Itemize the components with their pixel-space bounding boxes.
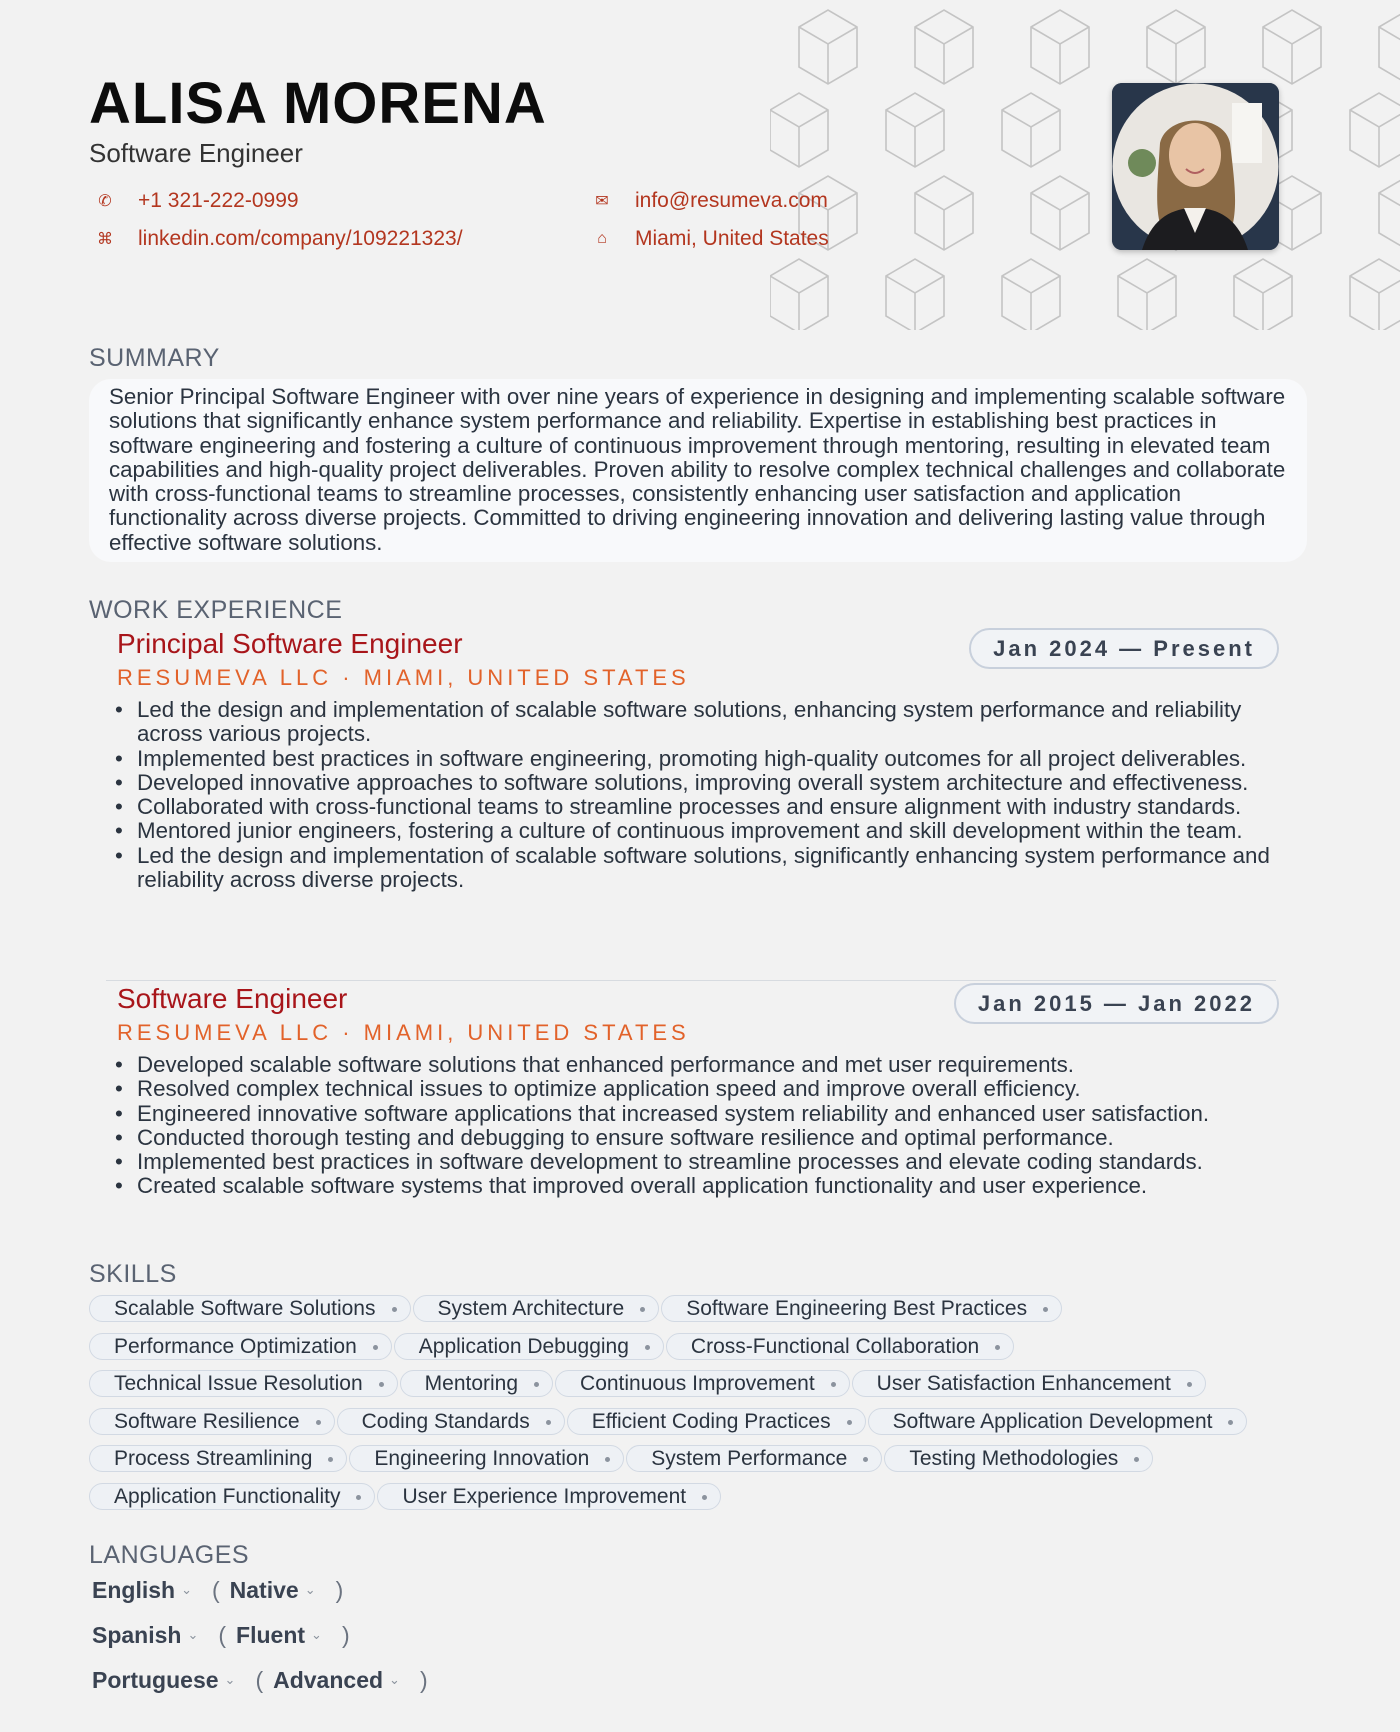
skill-chip: Mentoring xyxy=(400,1370,553,1397)
language-row xyxy=(92,1575,438,1605)
email-text: info@resumeva.com xyxy=(635,189,828,212)
skills-row xyxy=(89,1483,1329,1510)
skill-chip: Technical Issue Resolution xyxy=(89,1370,398,1397)
cube-pattern-decoration xyxy=(770,0,1400,330)
chevron-down-icon[interactable]: ⌄ xyxy=(389,1672,400,1687)
language-level-select[interactable]: Fluent xyxy=(236,1621,306,1648)
contact-email[interactable] xyxy=(587,189,828,213)
skill-chip: Coding Standards xyxy=(337,1408,565,1435)
languages-list xyxy=(92,1575,438,1710)
skills-row xyxy=(89,1333,1329,1360)
language-row xyxy=(92,1665,438,1695)
phone-icon: ✆ xyxy=(98,193,112,210)
job-bullet: • Developed innovative approaches to software solutions, improving overall system architecture and effectiveness. xyxy=(115,771,1275,795)
job-date-range: Jan 2015 — Jan 2022 xyxy=(954,983,1279,1024)
summary-heading: SUMMARY xyxy=(89,344,220,372)
job-entry xyxy=(89,983,1279,1243)
skills-row xyxy=(89,1370,1329,1397)
job-bullet: • Resolved complex technical issues to optimize application speed and improve overall efficiency. xyxy=(115,1077,1275,1101)
chevron-down-icon[interactable]: ⌄ xyxy=(187,1627,199,1642)
profile-photo xyxy=(1112,83,1279,250)
job-date-range: Jan 2024 — Present xyxy=(969,628,1279,669)
skills-row xyxy=(89,1408,1329,1435)
job-bullet: • Collaborated with cross-functional teams to streamline processes and ensure alignment with industry standards. xyxy=(115,795,1275,819)
language-select[interactable]: Portuguese xyxy=(92,1666,219,1693)
skill-chip: Testing Methodologies xyxy=(884,1445,1153,1472)
contact-location xyxy=(587,227,829,251)
close-paren: ) xyxy=(419,1666,428,1693)
job-company: RESUMEVA LLC · MIAMI, UNITED STATES xyxy=(117,665,690,690)
skill-chip: User Satisfaction Enhancement xyxy=(852,1370,1206,1397)
skill-chip: Process Streamlining xyxy=(89,1445,347,1472)
job-bullet: • Developed scalable software solutions that enhanced performance and met user requirements. xyxy=(115,1053,1275,1077)
envelope-icon: ✉ xyxy=(595,193,609,210)
open-paren: ( xyxy=(255,1666,264,1693)
job-bullet: • Implemented best practices in software development to streamline processes and elevate coding standards. xyxy=(115,1150,1275,1174)
language-row xyxy=(92,1620,438,1650)
skill-chip: Efficient Coding Practices xyxy=(567,1408,866,1435)
language-select[interactable]: Spanish xyxy=(92,1621,182,1648)
skills-list xyxy=(89,1295,1329,1520)
close-paren: ) xyxy=(335,1576,344,1603)
skill-chip: Performance Optimization xyxy=(89,1333,392,1360)
candidate-role: Software Engineer xyxy=(89,138,303,168)
job-company: RESUMEVA LLC · MIAMI, UNITED STATES xyxy=(117,1020,690,1045)
work-experience-heading: WORK EXPERIENCE xyxy=(89,596,343,624)
chevron-down-icon[interactable]: ⌄ xyxy=(311,1627,322,1642)
job-bullet: • Engineered innovative software applications that increased system reliability and enhanced user satisfaction. xyxy=(115,1102,1275,1126)
phone-text: +1 321-222-0999 xyxy=(138,189,299,212)
skill-chip: Software Application Development xyxy=(868,1408,1248,1435)
skill-chip: Application Debugging xyxy=(394,1333,664,1360)
skill-chip: Application Functionality xyxy=(89,1483,375,1510)
job-bullet-list xyxy=(115,1053,1275,1199)
contact-phone[interactable] xyxy=(90,189,299,213)
languages-heading: LANGUAGES xyxy=(89,1541,250,1569)
job-title: Software Engineer xyxy=(117,983,348,1014)
skills-row xyxy=(89,1445,1329,1472)
open-paren: ( xyxy=(218,1621,227,1648)
job-bullet-list xyxy=(115,698,1275,892)
language-level-select[interactable]: Advanced xyxy=(273,1666,384,1693)
job-bullet: • Mentored junior engineers, fostering a culture of continuous improvement and skill development within the team. xyxy=(115,819,1275,843)
chevron-down-icon[interactable]: ⌄ xyxy=(304,1582,316,1597)
job-entry xyxy=(89,628,1279,983)
job-bullet: • Led the design and implementation of scalable software solutions, significantly enhancing system performance and reliability across diverse projects. xyxy=(115,844,1275,893)
skill-chip: Continuous Improvement xyxy=(555,1370,850,1397)
language-select[interactable]: English xyxy=(92,1576,176,1603)
chevron-down-icon[interactable]: ⌄ xyxy=(181,1582,192,1597)
skill-chip: Scalable Software Solutions xyxy=(89,1295,411,1322)
job-bullet: • Implemented best practices in software engineering, promoting high-quality outcomes for all project deliverables. xyxy=(115,747,1275,771)
skill-chip: Engineering Innovation xyxy=(349,1445,624,1472)
chevron-down-icon[interactable]: ⌄ xyxy=(224,1672,236,1687)
open-paren: ( xyxy=(211,1576,220,1603)
skills-row xyxy=(89,1295,1329,1322)
job-divider xyxy=(106,980,1276,981)
location-text: Miami, United States xyxy=(635,227,829,250)
job-bullet: • Led the design and implementation of scalable software solutions, enhancing system performance and reliability across various projects. xyxy=(115,698,1275,747)
skill-chip: User Experience Improvement xyxy=(377,1483,721,1510)
job-title: Principal Software Engineer xyxy=(117,628,463,659)
close-paren: ) xyxy=(341,1621,350,1648)
skill-chip: Software Resilience xyxy=(89,1408,335,1435)
skills-heading: SKILLS xyxy=(89,1260,177,1288)
linkedin-text: linkedin.com/company/109221323/ xyxy=(138,227,463,250)
language-level-select[interactable]: Native xyxy=(229,1576,299,1603)
home-icon: ⌂ xyxy=(597,230,607,247)
command-icon: ⌘ xyxy=(97,231,113,248)
summary-text: Senior Principal Software Engineer with over nine years of experience in designing and implementing scalable software solutions that significantly enhance system performance and reliability. Expertise in establishing best practices in software engineering and fostering a culture of continuous improvement through mentoring, resulting in elevated team capabilities and high-quality project deliverables. Proven ability to resolve complex technical challenges and collaborate with cross-functional teams to streamline processes, consistently enhancing user satisfaction and application functionality across diverse projects. Committed to driving engineering innovation and delivering lasting value through effective software solutions. xyxy=(89,379,1307,562)
job-bullet: • Created scalable software systems that improved overall application functionality and user experience. xyxy=(115,1174,1275,1198)
job-bullet: • Conducted thorough testing and debugging to ensure software resilience and optimal performance. xyxy=(115,1126,1275,1150)
skill-chip: System Performance xyxy=(626,1445,882,1472)
skill-chip: System Architecture xyxy=(413,1295,660,1322)
contact-linkedin[interactable] xyxy=(90,227,463,251)
skill-chip: Software Engineering Best Practices xyxy=(661,1295,1062,1322)
candidate-name: ALISA MORENA xyxy=(89,71,547,136)
skill-chip: Cross-Functional Collaboration xyxy=(666,1333,1014,1360)
